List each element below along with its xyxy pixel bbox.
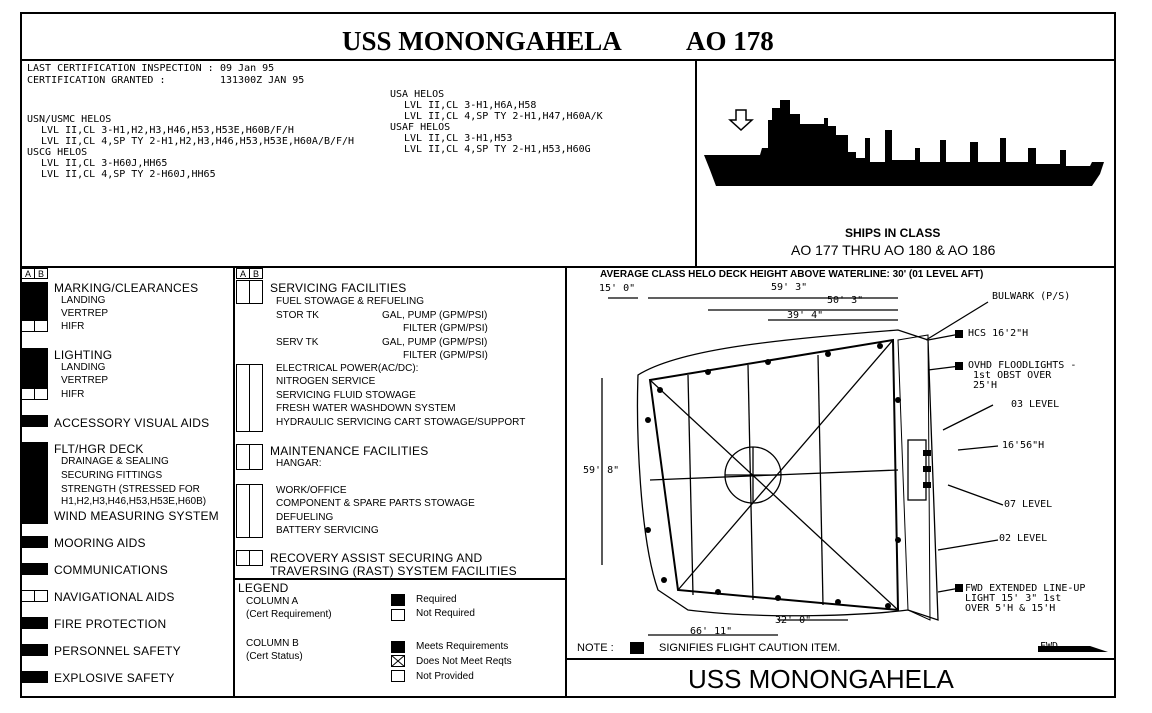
page-title: USS MONONGAHELA — [342, 26, 622, 56]
marking-landing: LANDING — [61, 295, 106, 306]
explosive-label: EXPLOSIVE SAFETY — [54, 671, 175, 685]
legend-required: Required — [416, 594, 457, 605]
marking-hifr-a — [21, 320, 35, 332]
defueling-label: DEFUELING — [276, 512, 334, 523]
hcs-label: HCS 16'2"H — [968, 328, 1029, 339]
accessory-b — [34, 415, 48, 427]
legend-not-required: Not Required — [416, 608, 475, 619]
dim-59-8: 59' 8" — [583, 465, 620, 476]
legend-required-swatch — [391, 594, 405, 606]
flt-deck-b — [34, 442, 48, 524]
marking-hifr-b — [34, 320, 48, 332]
lighting-a — [21, 348, 35, 388]
deck-height-title: AVERAGE CLASS HELO DECK HEIGHT ABOVE WATERLINE: 30' (01 LEVEL AFT) — [600, 269, 984, 280]
column-a-header: A — [21, 268, 35, 279]
level-02-label: 02 LEVEL — [999, 533, 1048, 544]
ships-in-class-value: AO 177 THRU AO 180 & AO 186 — [791, 242, 996, 258]
mooring-b — [34, 536, 48, 548]
footer-divider — [566, 658, 1116, 660]
level-03-label: 03 LEVEL — [1011, 399, 1060, 410]
lighting-label: LIGHTING — [54, 348, 113, 362]
ships-in-class-title: SHIPS IN CLASS — [845, 226, 941, 240]
strength-label-1: STRENGTH (STRESSED FOR — [61, 484, 200, 495]
usn-line1: LVL II,CL 3-H1,H2,H3,H46,H53,H53E,H60B/F/H — [41, 125, 294, 136]
usaf-line1: LVL II,CL 3-H1,H53 — [404, 133, 513, 144]
uscg-line2: LVL II,CL 4,SP TY 2-H60J,HH65 — [41, 169, 216, 180]
marking-a — [21, 282, 35, 320]
dim-39-4: 39' 4" — [787, 310, 824, 321]
hydraulic-label: HYDRAULIC SERVICING CART STOWAGE/SUPPORT — [276, 417, 526, 428]
ship-silhouette — [700, 90, 1112, 200]
dim-15-0: 15' 0" — [599, 283, 636, 294]
fire-b — [34, 617, 48, 629]
legend-meets-swatch — [391, 641, 405, 653]
level-07-label: 07 LEVEL — [1004, 499, 1053, 510]
note-label: NOTE : — [577, 642, 614, 654]
mooring-label: MOORING AIDS — [54, 536, 146, 550]
legend-does-not: Does Not Meet Reqts — [416, 656, 512, 667]
last-inspection-label: LAST CERTIFICATION INSPECTION : — [27, 63, 214, 74]
uscg-line1: LVL II,CL 3-H60J,HH65 — [41, 158, 168, 169]
serv-tk-label: SERV TK — [276, 337, 319, 348]
ovhd-label-3: 25'H — [973, 380, 998, 391]
ovhd-label-1: OVHD FLOODLIGHTS - — [968, 360, 1077, 371]
maintenance-b — [249, 444, 263, 470]
electrical-b — [249, 364, 263, 432]
granted-label: CERTIFICATION GRANTED : — [27, 75, 166, 86]
dim-50-3: 50' 3" — [827, 295, 864, 306]
marking-label: MARKING/CLEARANCES — [54, 281, 199, 295]
marking-hifr: HIFR — [61, 321, 85, 332]
battery-label: BATTERY SERVICING — [276, 525, 379, 536]
fwd-lineup-label-1: FWD EXTENDED LINE-UP — [965, 583, 1086, 594]
lower-divider-2 — [565, 267, 567, 698]
accessory-label: ACCESSORY VISUAL AIDS — [54, 416, 210, 430]
lighting-b — [34, 348, 48, 388]
h16-label: 16'56"H — [1002, 440, 1045, 451]
servicing-label: SERVICING FACILITIES — [270, 281, 407, 295]
footer-ship-name: USS MONONGAHELA — [688, 664, 954, 694]
parts-label: COMPONENT & SPARE PARTS STOWAGE — [276, 498, 475, 509]
note-swatch — [630, 642, 644, 654]
nav-label: NAVIGATIONAL AIDS — [54, 590, 175, 604]
down-arrow-icon — [730, 110, 752, 130]
servicing-a — [236, 280, 250, 304]
accessory-a — [21, 415, 35, 427]
personnel-label: PERSONNEL SAFETY — [54, 644, 181, 658]
fire-label: FIRE PROTECTION — [54, 617, 167, 631]
usn-line2: LVL II,CL 4,SP TY 2-H1,H2,H3,H46,H53,H53E,H60A/B/F/H — [41, 136, 355, 147]
uscg-title: USCG HELOS — [27, 147, 88, 158]
comms-label: COMMUNICATIONS — [54, 563, 168, 577]
rast-a — [236, 550, 250, 566]
nav-a — [21, 590, 35, 602]
usa-line2: LVL II,CL 4,SP TY 2-H1,H47,H60A/K — [404, 111, 603, 122]
fwd-lineup-label-3: OVER 5'H & 15'H — [965, 603, 1056, 614]
personnel-b — [34, 644, 48, 656]
work-b — [249, 484, 263, 538]
flt-deck-label: FLT/HGR DECK — [54, 442, 144, 456]
usa-title: USA HELOS — [390, 89, 445, 100]
personnel-a — [21, 644, 35, 656]
mooring-a — [21, 536, 35, 548]
lighting-hifr-b — [34, 388, 48, 400]
stor-pump-label: GAL, PUMP (GPM/PSI) — [382, 310, 488, 321]
stor-filter-label: FILTER (GPM/PSI) — [403, 323, 488, 334]
legend-does-not-swatch — [391, 655, 405, 667]
stor-tk-label: STOR TK — [276, 310, 319, 321]
legend-not-provided: Not Provided — [416, 671, 474, 682]
rast-label-2: TRAVERSING (RAST) SYSTEM FACILITIES — [270, 564, 517, 578]
nitrogen-label: NITROGEN SERVICE — [276, 376, 376, 387]
maintenance-a — [236, 444, 250, 470]
legend-col-a-sub: (Cert Requirement) — [246, 609, 332, 620]
column-b-header: B — [34, 268, 48, 279]
bulwark-label: BULWARK (P/S) — [992, 291, 1071, 302]
legend-not-required-swatch — [391, 609, 405, 621]
comms-a — [21, 563, 35, 575]
work-a — [236, 484, 250, 538]
hull-number: AO 178 — [686, 26, 774, 56]
dim-32-0: 32' 0" — [775, 615, 812, 626]
usaf-line2: LVL II,CL 4,SP TY 2-H1,H53,H60G — [404, 144, 591, 155]
electrical-a — [236, 364, 250, 432]
comms-b — [34, 563, 48, 575]
top-divider — [695, 60, 697, 267]
flt-deck-a — [21, 442, 35, 524]
rast-b — [249, 550, 263, 566]
usaf-title: USAF HELOS — [390, 122, 451, 133]
maintenance-label: MAINTENANCE FACILITIES — [270, 444, 429, 458]
legend-divider — [234, 578, 566, 580]
securing-label: SECURING FITTINGS — [61, 470, 163, 481]
fwd-lineup-label-2: LIGHT 15' 3" 1st — [965, 593, 1062, 604]
lighting-landing: LANDING — [61, 362, 106, 373]
legend-not-provided-swatch — [391, 670, 405, 682]
dim-66-11: 66' 11" — [690, 626, 733, 637]
legend-col-a: COLUMN A — [246, 596, 299, 607]
washdown-label: FRESH WATER WASHDOWN SYSTEM — [276, 403, 456, 414]
mid-divider — [20, 266, 1116, 268]
mid-column-a-header: A — [236, 268, 250, 279]
fluid-label: SERVICING FLUID STOWAGE — [276, 390, 416, 401]
rast-label-1: RECOVERY ASSIST SECURING AND — [270, 551, 483, 565]
marking-vertrep: VERTREP — [61, 308, 109, 319]
work-label: WORK/OFFICE — [276, 485, 347, 496]
hangar-label: HANGAR: — [276, 458, 322, 469]
explosive-a — [21, 671, 35, 683]
note-text: SIGNIFIES FLIGHT CAUTION ITEM. — [659, 642, 841, 654]
marking-b — [34, 282, 48, 320]
lower-divider-1 — [233, 267, 235, 698]
legend-meets: Meets Requirements — [416, 641, 509, 652]
ovhd-label-2: 1st OBST OVER — [973, 370, 1052, 381]
electrical-label: ELECTRICAL POWER(AC/DC): — [276, 363, 419, 374]
mid-column-b-header: B — [249, 268, 263, 279]
strength-label-2: H1,H2,H3,H46,H53,H53E,H60B) — [61, 496, 207, 507]
usn-title: USN/USMC HELOS — [27, 114, 112, 125]
last-inspection-value: 09 Jan 95 — [220, 63, 275, 74]
serv-pump-label: GAL, PUMP (GPM/PSI) — [382, 337, 488, 348]
serv-filter-label: FILTER (GPM/PSI) — [403, 350, 488, 361]
lighting-hifr: HIFR — [61, 389, 85, 400]
fire-a — [21, 617, 35, 629]
fuel-label: FUEL STOWAGE & REFUELING — [276, 296, 424, 307]
legend-col-b-sub: (Cert Status) — [246, 651, 303, 662]
explosive-b — [34, 671, 48, 683]
lighting-vertrep: VERTREP — [61, 375, 109, 386]
dim-59-3: 59' 3" — [771, 282, 808, 293]
drainage-label: DRAINAGE & SEALING — [61, 456, 169, 467]
fwd-label: FWD — [1040, 641, 1059, 652]
legend-title: LEGEND — [238, 581, 289, 595]
granted-value: 131300Z JAN 95 — [220, 75, 305, 86]
legend-col-b: COLUMN B — [246, 638, 299, 649]
lighting-hifr-a — [21, 388, 35, 400]
servicing-b — [249, 280, 263, 304]
nav-b — [34, 590, 48, 602]
header-divider — [20, 59, 1116, 61]
usa-line1: LVL II,CL 3-H1,H6A,H58 — [404, 100, 537, 111]
wind-label: WIND MEASURING SYSTEM — [54, 509, 219, 523]
